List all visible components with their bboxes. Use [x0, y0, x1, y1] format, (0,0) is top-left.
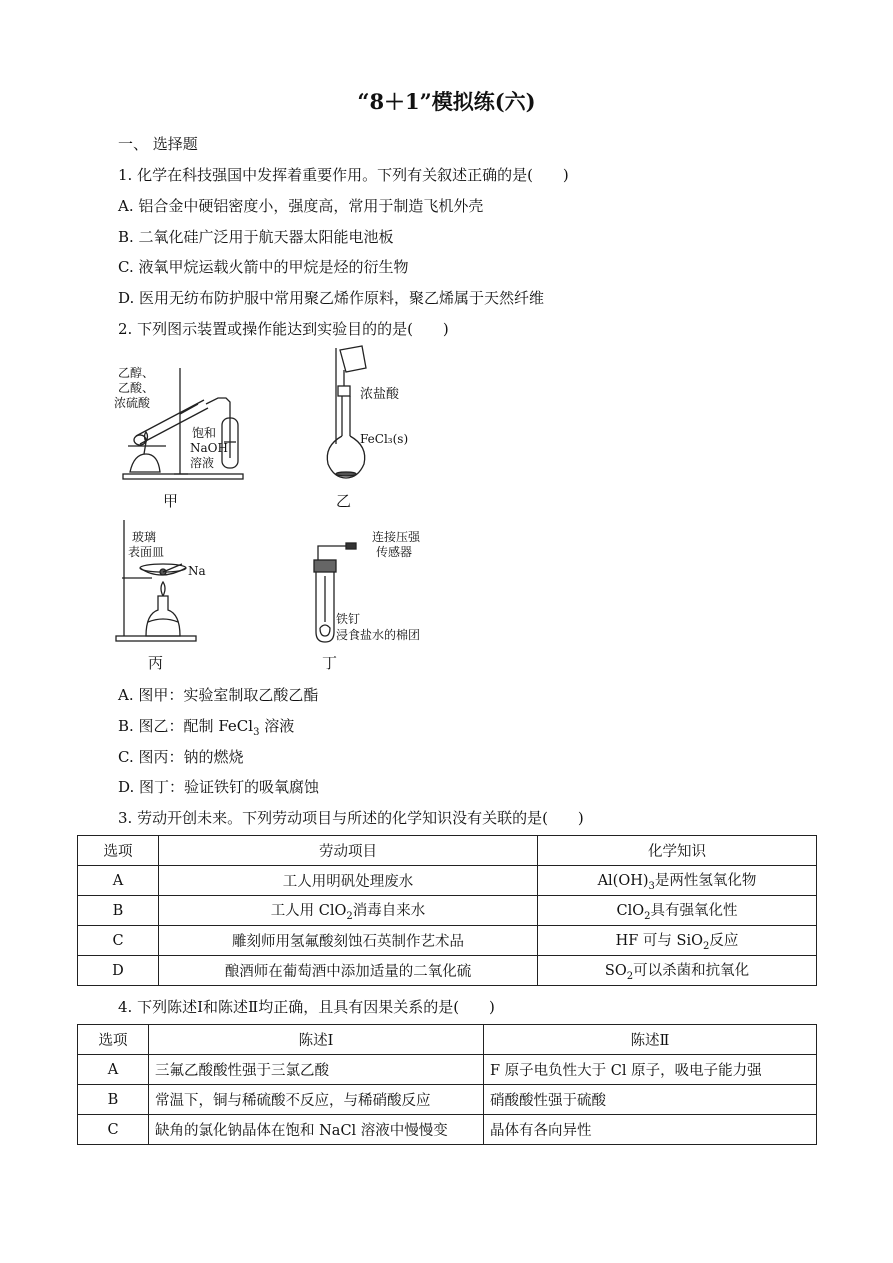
fig-bing-caption: 丙 [148, 654, 164, 672]
table-header-cell: 劳动项目 [159, 836, 538, 866]
q1-option-c: C. 液氧甲烷运载火箭中的甲烷是烃的衍生物 [118, 258, 409, 276]
table-cell: 硝酸酸性强于硫酸 [484, 1085, 817, 1115]
table-row [78, 866, 817, 896]
fig-ding-label-2: 传感器 [376, 545, 413, 559]
table-header-cell: 陈述Ⅰ [149, 1025, 484, 1055]
table-header-row [78, 836, 817, 866]
fig-ding-label-3: 铁钉 [336, 612, 361, 626]
table-cell: B [78, 1085, 149, 1115]
table-cell: C [78, 926, 159, 956]
q2-stem: 2. 下列图示装置或操作能达到实验目的的是( ) [118, 320, 449, 338]
q1-option-b: B. 二氧化硅广泛用于航天器太阳能电池板 [118, 228, 394, 246]
q3-stem: 3. 劳动开创未来。下列劳动项目与所述的化学知识没有关联的是( ) [118, 809, 584, 827]
table-header-cell: 化学知识 [538, 836, 817, 866]
fig-jia-label-4: 饱和 [192, 426, 217, 440]
table-cell: ClO$_2$具有强氧化性 [538, 896, 817, 926]
fig-bing-label-1: 玻璃 [132, 530, 157, 544]
table-row [78, 956, 817, 986]
q2-option-c: C. 图丙：钠的燃烧 [118, 748, 244, 766]
table-cell: 缺角的氯化钠晶体在饱和 NaCl 溶液中慢慢变 [149, 1115, 484, 1145]
table-cell: 常温下，铜与稀硫酸不反应，与稀硝酸反应 [149, 1085, 484, 1115]
q3-table [77, 835, 817, 986]
figure-yi-apparatus [322, 346, 392, 481]
fig-jia-label-5: NaOH [190, 441, 228, 455]
fig-ding-label-1: 连接压强 [372, 530, 421, 544]
table-cell: D [78, 956, 159, 986]
figure-jia-apparatus [118, 362, 258, 482]
table-cell: 工人用明矾处理废水 [159, 866, 538, 896]
table-cell: 三氟乙酸酸性强于三氯乙酸 [149, 1055, 484, 1085]
fig-jia-caption: 甲 [163, 492, 179, 510]
table-cell: B [78, 896, 159, 926]
fig-bing-label-3: Na [188, 564, 206, 578]
table-row [78, 1085, 817, 1115]
fig-yi-caption: 乙 [336, 492, 352, 510]
q1-option-d: D. 医用无纺布防护服中常用聚乙烯作原料，聚乙烯属于天然纤维 [118, 289, 545, 307]
table-cell: C [78, 1115, 149, 1145]
table-header-row [78, 1025, 817, 1055]
q2-option-d: D. 图丁：验证铁钉的吸氧腐蚀 [118, 778, 320, 796]
fig-yi-label-1: 浓盐酸 [360, 387, 400, 402]
fig-ding-label-4: 浸食盐水的棉团 [336, 628, 421, 642]
table-row [78, 1115, 817, 1145]
q4-stem: 4. 下列陈述Ⅰ和陈述Ⅱ均正确，且具有因果关系的是( ) [118, 998, 495, 1016]
table-row [78, 1055, 817, 1085]
page-title: “8＋1”模拟练(六) [357, 89, 536, 114]
table-cell: $Al(OH)_3$是两性氢氧化物 [538, 866, 817, 896]
table-cell: A [78, 866, 159, 896]
q2-option-a: A. 图甲：实验室制取乙酸乙酯 [118, 686, 319, 704]
table-cell: F 原子电负性大于 Cl 原子，吸电子能力强 [484, 1055, 817, 1085]
q4-table [77, 1024, 817, 1145]
fig-jia-label-3: 浓硫酸 [114, 396, 151, 410]
q1-option-a: A. 铝合金中硬铝密度小，强度高，常用于制造飞机外壳 [118, 197, 484, 215]
fig-jia-label-2: 乙酸、 [118, 381, 155, 395]
fig-jia-label-6: 溶液 [190, 456, 215, 470]
fig-yi-label-2: FeCl₃(s) [360, 432, 409, 446]
q2-option-b: B. 图乙：配制 FeCl$_3$ 溶液 [118, 717, 295, 738]
table-row [78, 926, 817, 956]
fig-jia-label-1: 乙醇、 [118, 366, 155, 380]
q1-stem: 1. 化学在科技强国中发挥着重要作用。下列有关叙述正确的是( ) [118, 166, 569, 184]
table-cell: A [78, 1055, 149, 1085]
fig-ding-caption: 丁 [322, 654, 338, 672]
table-header-cell: 选项 [78, 836, 159, 866]
table-cell: 晶体有各向异性 [484, 1115, 817, 1145]
table-cell: $SO_2$可以杀菌和抗氧化 [538, 956, 817, 986]
table-row [78, 896, 817, 926]
table-cell: HF 可与 SiO$_2$反应 [538, 926, 817, 956]
table-cell: 雕刻师用氢氟酸刻蚀石英制作艺术品 [159, 926, 538, 956]
table-header-cell: 陈述Ⅱ [484, 1025, 817, 1055]
section-heading: 一、 选择题 [118, 135, 198, 153]
figure-bing-apparatus [112, 518, 212, 643]
table-header-cell: 选项 [78, 1025, 149, 1055]
fig-bing-label-2: 表面皿 [128, 545, 165, 559]
table-cell: 工人用 ClO$_2$消毒自来水 [159, 896, 538, 926]
table-cell: 酿酒师在葡萄酒中添加适量的二氧化硫 [159, 956, 538, 986]
